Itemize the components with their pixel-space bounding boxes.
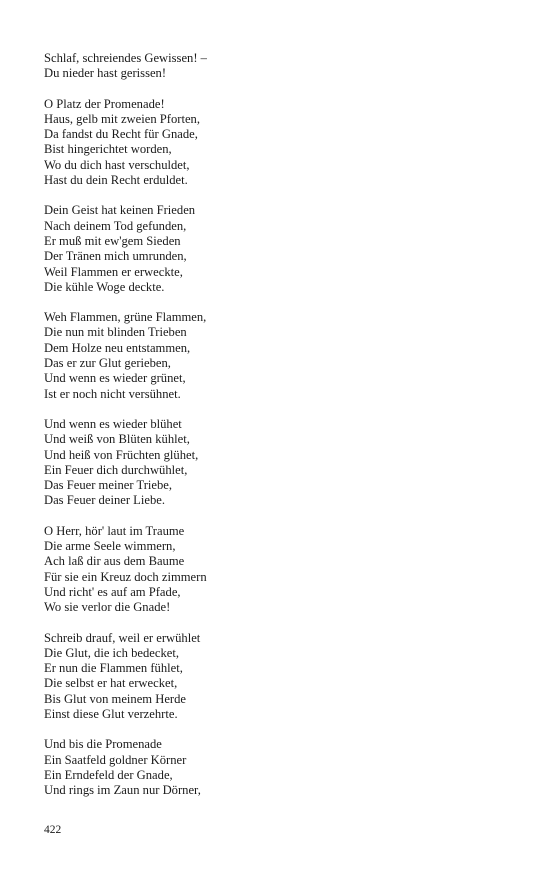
verse-line: Haus, gelb mit zweien Pforten, <box>44 111 200 126</box>
verse-line: Das er zur Glut gerieben, <box>44 356 171 371</box>
verse-line: O Platz der Promenade! <box>44 96 165 111</box>
poem-text <box>44 51 514 813</box>
verse-line: Bist hingerichtet worden, <box>44 142 172 157</box>
verse-line: Für sie ein Kreuz doch zimmern <box>44 569 207 584</box>
verse-line: Und bis die Promenade <box>44 737 162 752</box>
verse-line: Die kühle Woge deckte. <box>44 279 165 294</box>
stanza <box>44 737 514 798</box>
verse-line: Ein Feuer dich durchwühlet, <box>44 462 188 477</box>
verse-line: Und richt' es auf am Pfade, <box>44 584 181 599</box>
verse-line: Die Glut, die ich bedecket, <box>44 645 179 660</box>
verse-line: Wo sie verlor die Gnade! <box>44 600 171 615</box>
verse-line: Weil Flammen er erweckte, <box>44 264 183 279</box>
verse-line: Er nun die Flammen fühlet, <box>44 661 183 676</box>
verse-line: Und weiß von Blüten kühlet, <box>44 432 190 447</box>
stanza <box>44 203 514 295</box>
verse-line: Und rings im Zaun nur Dörner, <box>44 783 201 798</box>
verse-line: Das Feuer meiner Triebe, <box>44 478 173 493</box>
stanza <box>44 631 514 723</box>
verse-line: Dem Holze neu entstammen, <box>44 340 191 355</box>
stanza <box>44 524 514 616</box>
verse-line: Die arme Seele wimmern, <box>44 539 176 554</box>
verse-line: Schreib drauf, weil er erwühlet <box>44 630 201 645</box>
verse-line: Weh Flammen, grüne Flammen, <box>44 310 207 325</box>
verse-line: Das Feuer deiner Liebe. <box>44 493 165 508</box>
verse-line: O Herr, hör' laut im Traume <box>44 523 185 538</box>
verse-line: Und heiß von Früchten glühet, <box>44 447 199 462</box>
verse-line: Ist er noch nicht versühnet. <box>44 386 181 401</box>
verse-line: Die nun mit blinden Trieben <box>44 325 187 340</box>
verse-line: Nach deinem Tod gefunden, <box>44 218 187 233</box>
verse-line: Der Tränen mich umrunden, <box>44 249 187 264</box>
verse-line: Hast du dein Recht erduldet. <box>44 173 188 188</box>
verse-line: Die selbst er hat erwecket, <box>44 676 178 691</box>
verse-line: Wo du dich hast verschuldet, <box>44 157 190 172</box>
verse-line: Er muß mit ew'gem Sieden <box>44 233 181 248</box>
verse-line: Ein Saatfeld goldner Körner <box>44 752 187 767</box>
verse-line: Bis Glut von meinem Herde <box>44 691 187 706</box>
stanza <box>44 417 514 509</box>
verse-line: Dein Geist hat keinen Frieden <box>44 203 196 218</box>
verse-line: Und wenn es wieder grünet, <box>44 371 186 386</box>
stanza <box>44 97 514 189</box>
verse-line: Und wenn es wieder blühet <box>44 416 182 431</box>
verse-line: Ein Erndefeld der Gnade, <box>44 767 173 782</box>
page-number: 422 <box>44 824 62 836</box>
verse-line: Schlaf, schreiendes Gewissen! – <box>44 51 207 65</box>
verse-line: Du nieder hast gerissen! <box>44 66 167 81</box>
verse-line: Ach laß dir aus dem Baume <box>44 554 185 569</box>
stanza <box>44 310 514 402</box>
verse-line: Da fandst du Recht für Gnade, <box>44 127 198 142</box>
stanza <box>44 51 514 82</box>
verse-line: Einst diese Glut verzehrte. <box>44 706 178 721</box>
